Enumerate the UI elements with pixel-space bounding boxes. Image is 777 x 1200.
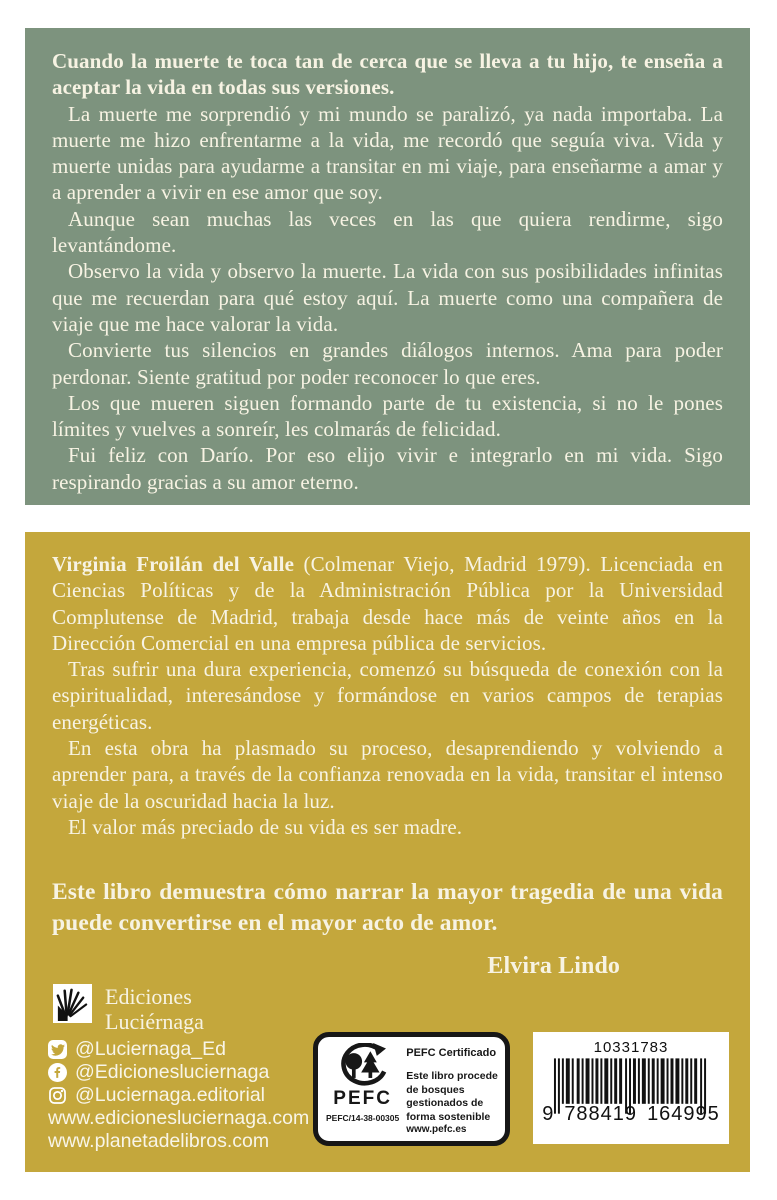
author-bio-block [25,532,750,1172]
synopsis-block [25,28,750,505]
social-row-facebook [48,1061,309,1084]
author-bio-paragraph: En esta obra ha plasmado su proceso, desaprendiendo y volviendo a aprender para, a través de la confianza renovada en la vida, transitar el intenso viaje de la oscuridad hacia la luz. [52,736,723,813]
publisher-logo [53,984,204,1034]
synopsis-paragraph: Los que mueren siguen formando parte de tu existencia, si no le pones límites y vuelves a sonreír, les colmarás de felicidad. [52,390,723,442]
twitter-handle: @Luciernaga_Ed [75,1038,226,1060]
author-bio-paragraph: Tras sufrir una dura experiencia, comenzó su búsqueda de conexión con la espiritualidad, interesándose y formándose en varios campos de terapias energéticas. [52,657,723,734]
review-quote: Este libro demuestra cómo narrar la mayor tragedia de una vida puede convertirse en el mayor acto de amor. [52,879,723,937]
synopsis-paragraph: Aunque sean muchas las veces en las que quiera rendirme, sigo levantándome. [52,206,723,258]
synopsis-paragraph: Fui feliz con Darío. Por eso elijo vivir e integrarlo en mi vida. Sigo respirando gracias a su amor eterno. [52,443,723,494]
barcode [533,1032,729,1144]
publisher-name-line1: Ediciones [105,984,192,1009]
pefc-badge [313,1032,510,1146]
instagram-icon [48,1086,67,1105]
facebook-handle: @Edicionesluciernaga [75,1061,270,1083]
pefc-trees-icon [334,1043,392,1089]
pefc-website: www.pefc.es [406,1124,467,1135]
synopsis-intro: Cuando la muerte te toca tan de cerca que se lleva a tu hijo, te enseña a aceptar la vida en todas sus versiones. [52,49,723,100]
planeta-website: www.planetadelibros.com [48,1130,270,1152]
pefc-text [399,1043,508,1135]
instagram-handle: @Luciernaga.editorial [75,1084,265,1106]
social-links [48,1038,309,1153]
pefc-title: PEFC Certificado [406,1047,497,1059]
pefc-word: PEFC [333,1088,392,1109]
social-row-instagram [48,1084,309,1107]
author-bio-intro [52,551,723,656]
author-bio-paragraph: El valor más preciado de su vida es ser madre. [68,814,463,839]
synopsis-paragraph: Convierte tus silencios en grandes diálogos internos. Ama para poder perdonar. Siente gratitud por poder reconocer lo que eres. [52,338,723,389]
barcode-ean-number: 9 788419 164995 [542,1103,720,1125]
author-name: Virginia Froilán del Valle [52,552,295,576]
publisher-name [105,984,204,1034]
social-row-twitter [48,1038,309,1061]
pefc-description: Este libro procede de bosques gestionados de forma sostenible [406,1070,498,1123]
review-quote-attribution: Elvira Lindo [487,953,620,980]
publisher-website: www.edicionesluciernaga.com [48,1107,310,1129]
synopsis-paragraph: La muerte me sorprendió y mi mundo se paralizó, ya nada importaba. La muerte me hizo enfrentarme a la vida, me recordó que seguía viva. Vida y muerte unidas para ayudarme a transitar en mi viaje, para enseñarme a amar y a aprender a vivir en ese amor que soy. [52,101,723,205]
publisher-name-line2: Luciérnaga [105,1009,204,1034]
pefc-logo [326,1043,399,1135]
synopsis-paragraph: Observo la vida y observo la muerte. La vida con sus posibilidades infinitas que me recuerdan para qué estoy aquí. La muerte como una compañera de viaje que me hace valorar la vida. [52,259,723,336]
pefc-cert-number: PEFC/14-38-00305 [326,1113,400,1123]
twitter-icon [48,1040,67,1059]
barcode-top-number: 10331783 [593,1039,669,1056]
facebook-icon [48,1063,67,1082]
author-bio-intro-text: (Colmenar Viejo, Madrid 1979). Licenciada en Ciencias Políticas y de la Administración Pública por la Universidad Complutense de Madrid, trabaja desde hace más de veinte años en la Dirección Comercial en una empresa pública de servicios. [52,552,723,655]
luciernaga-logo-icon [53,984,92,1023]
